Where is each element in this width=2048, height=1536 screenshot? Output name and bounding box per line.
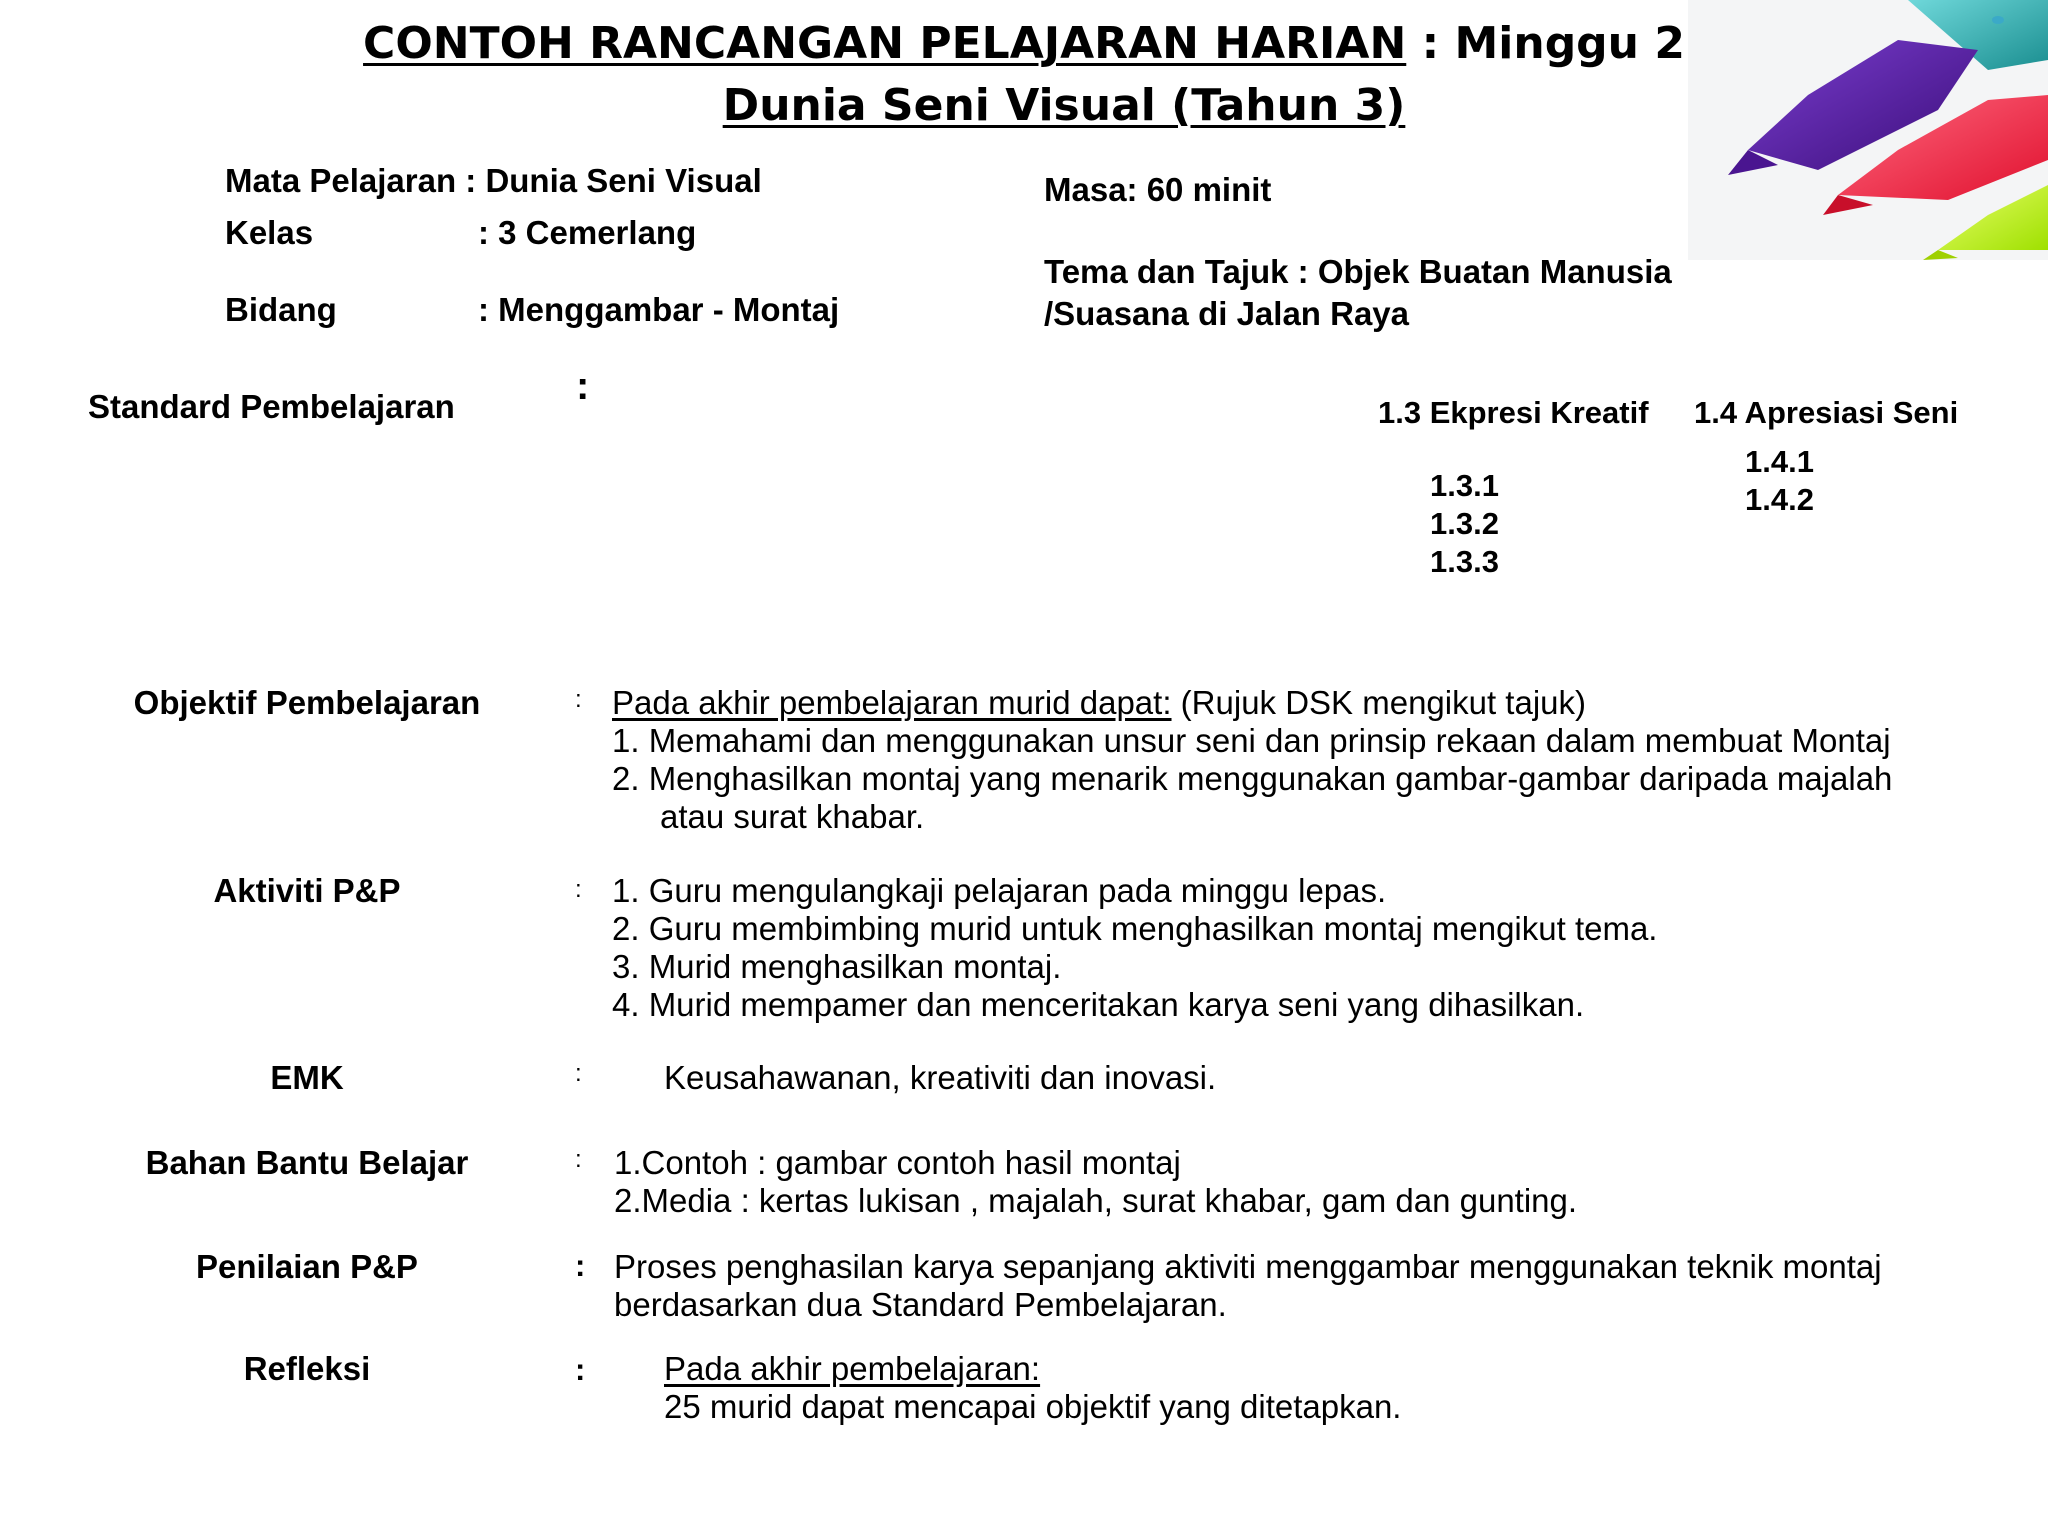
standard-item: 1.4.1 xyxy=(1745,444,1814,479)
objektif-colon: : xyxy=(575,686,582,713)
objektif-content xyxy=(612,684,1892,836)
mata-pelajaran: Mata Pelajaran : Dunia Seni Visual xyxy=(225,162,762,199)
crayons-image xyxy=(1688,0,2048,260)
penilaian-line: berdasarkan dua Standard Pembelajaran. xyxy=(614,1286,1227,1323)
bahan-line: 2.Media : kertas lukisan , majalah, surat khabar, gam dan gunting. xyxy=(614,1182,1578,1219)
objektif-intro-rest: (Rujuk DSK mengikut tajuk) xyxy=(1171,684,1586,721)
refleksi-line: Pada akhir pembelajaran: xyxy=(664,1350,1041,1387)
tema-line1: Tema dan Tajuk : Objek Buatan Manusia xyxy=(1044,253,1672,290)
objektif-item-cont: atau surat khabar. xyxy=(660,798,925,835)
kelas-value: : 3 Cemerlang xyxy=(478,214,697,251)
objektif-intro: Pada akhir pembelajaran murid dapat: xyxy=(612,684,1172,721)
bidang-value: : Menggambar - Montaj xyxy=(478,291,840,328)
standard-label: Standard Pembelajaran xyxy=(88,388,455,425)
aktiviti-colon: : xyxy=(575,876,582,903)
title-suffix: : Minggu 2 xyxy=(1406,18,1685,69)
emk-colon: : xyxy=(575,1060,582,1087)
standard-item: 1.3.3 xyxy=(1430,544,1499,579)
subtitle-text: Dunia Seni Visual (Tahun 3) xyxy=(722,80,1406,131)
bahan-label: Bahan Bantu Belajar xyxy=(145,1144,469,1181)
penilaian-line: Proses penghasilan karya sepanjang aktiviti menggambar menggunakan teknik montaj xyxy=(614,1248,1882,1285)
aktiviti-label: Aktiviti P&P xyxy=(213,872,401,909)
refleksi-label: Refleksi xyxy=(243,1350,371,1387)
masa: Masa: 60 minit xyxy=(1044,171,1272,208)
emk-text: Keusahawanan, kreativiti dan inovasi. xyxy=(664,1059,1217,1096)
standard-colon: : xyxy=(576,364,590,408)
standard-col2-title: 1.4 Apresiasi Seni xyxy=(1694,395,1959,430)
penilaian-colon: : xyxy=(575,1248,586,1283)
title-main: CONTOH RANCANGAN PELAJARAN HARIAN xyxy=(363,18,1407,69)
bidang-label: Bidang xyxy=(225,291,337,328)
standard-col1-title: 1.3 Ekpresi Kreatif xyxy=(1378,395,1649,430)
standard-item: 1.3.2 xyxy=(1430,506,1499,541)
aktiviti-item: 4. Murid mempamer dan menceritakan karya seni yang dihasilkan. xyxy=(612,986,1585,1023)
kelas-label: Kelas xyxy=(225,214,314,251)
tema-line2: /Suasana di Jalan Raya xyxy=(1044,295,1410,332)
refleksi-colon: : xyxy=(575,1352,586,1387)
objektif-item: 1. Memahami dan menggunakan unsur seni dan prinsip rekaan dalam membuat Montaj xyxy=(612,722,1891,759)
bahan-line: 1.Contoh : gambar contoh hasil montaj xyxy=(614,1144,1181,1181)
standard-item: 1.3.1 xyxy=(1430,468,1499,503)
aktiviti-item: 2. Guru membimbing murid untuk menghasilkan montaj mengikut tema. xyxy=(612,910,1658,947)
penilaian-content xyxy=(614,1248,1882,1324)
refleksi-content xyxy=(664,1350,1401,1426)
aktiviti-item: 3. Murid menghasilkan montaj. xyxy=(612,948,1062,985)
standard-col2-items xyxy=(1745,443,1814,519)
emk-label: EMK xyxy=(270,1059,344,1096)
objektif-item: 2. Menghasilkan montaj yang menarik menggunakan gambar-gambar daripada majalah xyxy=(612,760,1893,797)
aktiviti-item: 1. Guru mengulangkaji pelajaran pada minggu lepas. xyxy=(612,872,1387,909)
refleksi-line: 25 murid dapat mencapai objektif yang ditetapkan. xyxy=(664,1388,1402,1425)
aktiviti-list xyxy=(612,872,1657,1024)
penilaian-label: Penilaian P&P xyxy=(196,1248,418,1285)
bahan-colon: : xyxy=(575,1146,582,1173)
objektif-label: Objektif Pembelajaran xyxy=(133,684,481,721)
standard-col1-items xyxy=(1430,467,1499,581)
standard-item: 1.4.2 xyxy=(1745,482,1814,517)
bahan-content xyxy=(614,1144,1577,1220)
